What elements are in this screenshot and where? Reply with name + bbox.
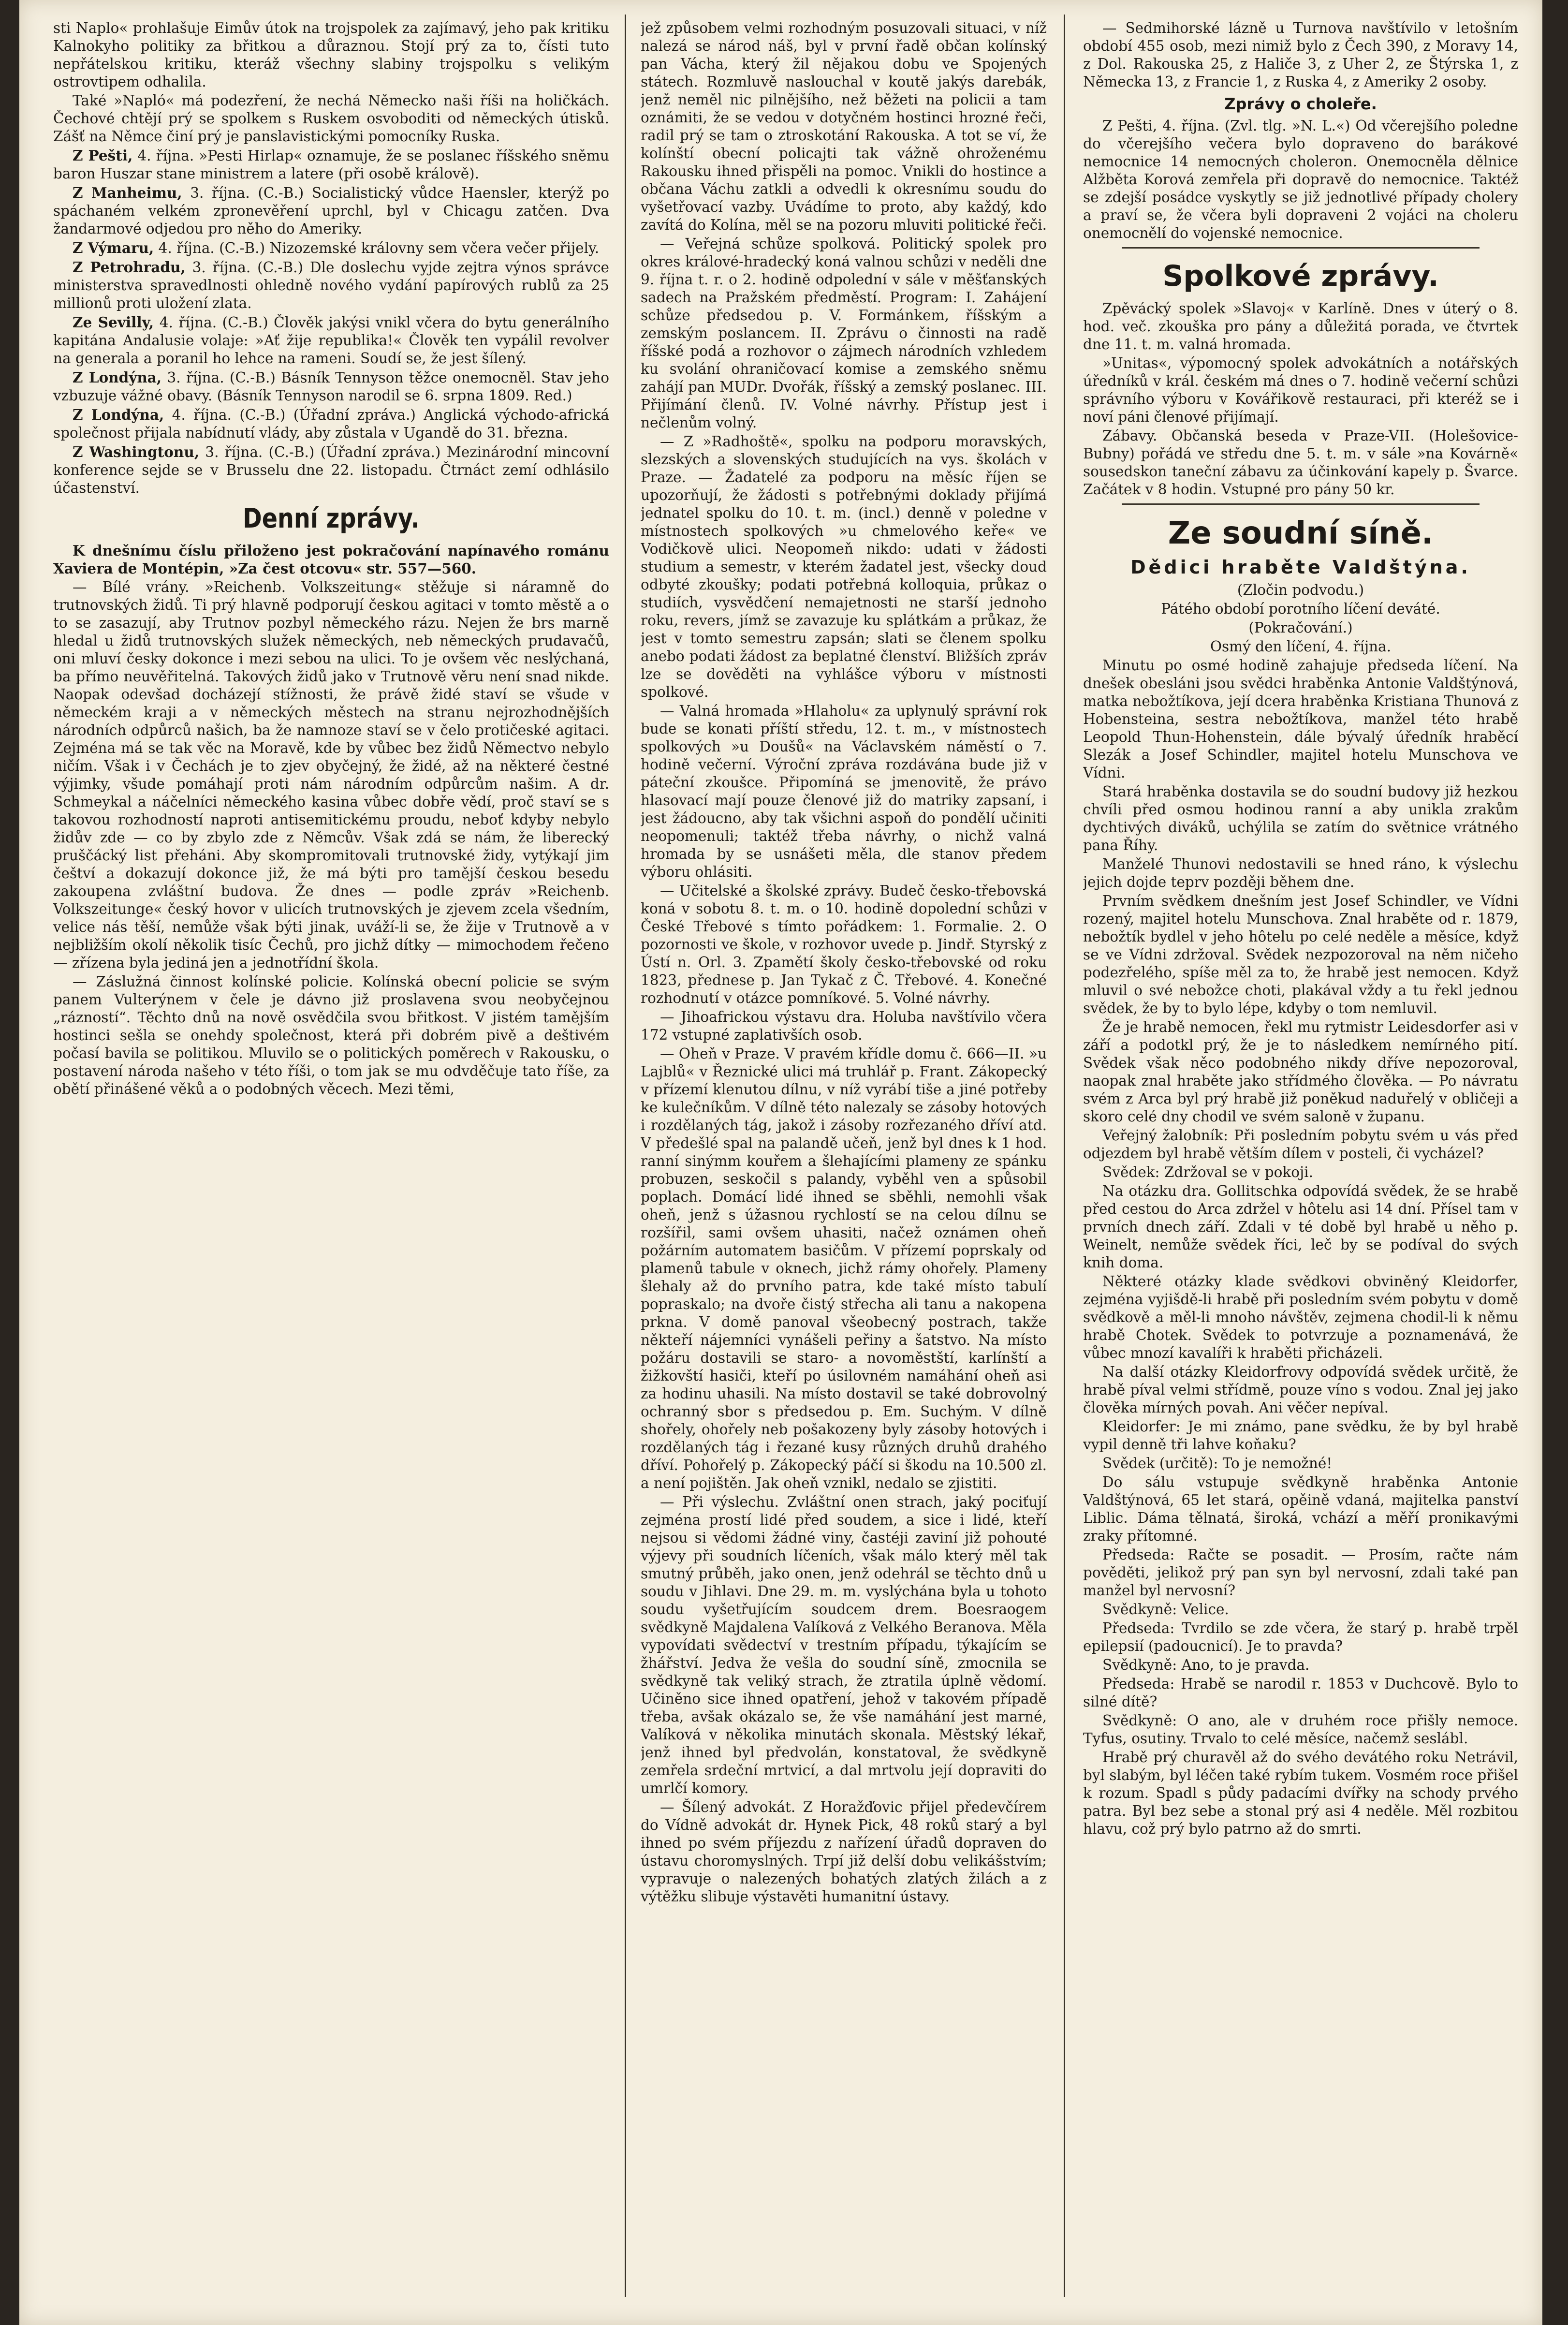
column-3	[1083, 19, 1518, 2292]
trial-session: Pátého období porotního líčení deváté.	[1161, 601, 1440, 617]
dateline: Z Washingtonu,	[73, 443, 200, 460]
section-heading-spolkove-zpravy: Spolkové zprávy.	[1162, 259, 1439, 293]
dialogue-line: Předseda: Račte se posadit. — Prosím, račte nám pověděti, jelikož prý pan syn byl nervosní, zdali také pan manžel byl nervosní?	[1083, 1546, 1518, 1599]
dialogue-line: Svědek: Zdržoval se v pokoji.	[1102, 1164, 1313, 1180]
news-item	[53, 147, 609, 183]
article-paragraph: — Veřejná schůze spolková. Politický spolek pro okres králové-hradecký koná valnou schůzi v neděli dne 9. října t. r. o 2. hodině odpolední v sále v měšťanských sadech na Pražském předměstí. Program: I. Zahájení schůze předsedou p. V. Formánkem, říšským a zemským poslancem. II. Zprávu o činnosti na radě říšské podá a rozhovor o zájmech národních vzhledem ku svolání ohraničovací komise a zemského sněmu zahájí pan MUDr. Dvořák, říšský a zemský poslanec. III. Přijímání členů. IV. Volné návrhy. Přístup jest i nečlenům volný.	[641, 235, 1047, 431]
dialogue-line: Předseda: Tvrdilo se zde včera, že starý p. hrabě trpěl epilepsií (padoucnicí). Je to pravda?	[1083, 1620, 1518, 1654]
trial-continued: (Pokračování.)	[1248, 619, 1353, 636]
news-item	[53, 239, 609, 257]
newspaper-page	[19, 0, 1542, 2325]
dialogue-line: Svědkyně: O ano, ale v druhém roce přišly nemoce. Tyfus, osutiny. Trvalo to celé měsíce, načemž seslábl.	[1083, 1712, 1518, 1747]
article-paragraph: Prvním svědkem dnešním jest Josef Schindler, ve Vídni rozený, majitel hotelu Munschova. Znal hraběte od r. 1879, nebožtík bydlel v jeho hôtelu po celé neděle a měsíce, když se ve Vídni zdržoval. Svědek nezpozoroval na něm ničeho podezřelého, spíše měl za to, že hrabě jest nemocen. Když mluvil o své nebožce choti, plakával vždy a tu řekl jednou svědek, že by to bylo lépe, kdyby o tom nemluvil.	[1083, 893, 1518, 1016]
dialogue-line: Svědek (určitě): To je nemožné!	[1102, 1455, 1333, 1472]
article-paragraph: — Šílený advokát. Z Horažďovic přijel předevčírem do Vídně advokát dr. Hynek Pick, 48 roků starý a byl ihned po svém příjezdu z nařízení úřadů dopraven do ústavu choromyslných. Trpí již delší dobu velikášstvím; vypravuje o nalezených bohatých zlatých žilách a z výtěžku slibuje výstavěti humanitní ústavy.	[641, 1799, 1047, 1905]
dateline: Z Petrohradu,	[73, 259, 186, 276]
article-paragraph: — Sedmihorské lázně u Turnova navštívilo v letošním období 455 osob, mezi nimiž bylo z Čech 390, z Moravy 14, z Dol. Rakouska 25, z Haliče 3, z Uher 2, ze Štýrska 1, z Německa 13, z Francie 1, z Ruska 4, z Ameriky 2 osoby.	[1083, 20, 1518, 90]
article-paragraph: Na otázku dra. Gollitschka odpovídá svědek, že se hrabě před cestou do Arca zdržel v hôtelu asi 14 dní. Přísel tam v prvních dnech září. Zdali v té době byl hrabě u něho p. Weinelt, nemůže svědek říci, leč by se podíval do svých knih doma.	[1083, 1183, 1518, 1271]
article-paragraph: Minutu po osmé hodině zahajuje předseda líčení. Na dnešek obesláni jsou svědci hraběnka Antonie Valdštýnová, matka nebožtíkova, její dcera hraběnka Kristiana Thunová z Hobensteina, sestra nebožtíkova, manžel této hrabě Leopold Thun-Hohenstein, dále bývalý úředník hraběcí Slezák a Josef Schindler, majitel hotelu Munschova ve Vídni.	[1083, 657, 1518, 781]
article-paragraph: sti Naplo« prohlašuje Eimův útok na trojspolek za zajímavý, jeho pak kritiku Kalnokyho politiky za břitkou a důraznou. Stojí prý za to, čísti tuto nepřátelskou kritiku, kteráž všechny slabiny trojspolku s velikým ostrovtipem odhalila.	[53, 20, 609, 90]
column-2	[641, 19, 1047, 2292]
article-paragraph: Zábavy. Občanská beseda v Praze-VII. (Holešovice-Bubny) pořádá ve středu dne 5. t. m. v sále »na Kovárně« sousedskon taneční zábavu za účinkování kapely p. Švarce. Začátek v 8 hodin. Vstupné pro pány 50 kr.	[1083, 427, 1518, 498]
news-text: 3. října. (C.-B.) Dle doslechu vyjde zejtra výnos správce ministerstva spravedlnosti ohledně nového vydání papírových rublů za 25 millionů proti uložení zlata.	[53, 259, 609, 311]
article-paragraph: — Při výslechu. Zvláštní onen strach, jaký pociťují zejména prostí lidé před soudem, a sice i lidé, kteří nejsou si vědomi žádné viny, častéji zaviní již pohouté výjevy při soudních líčeních, však málo který měl tak smutný průběh, jako onen, jenž odehrál se těchto dnů u soudu v Jihlavi. Dne 29. m. m. vyslýchána byla u tohoto soudu vyšetřujícím soudcem drem. Boesraogem svědkyně Majdalena Valíková z Velkého Beranova. Měla vypovídati svědectví v trestním případu, týkajícím se žhářství. Jedva že vešla do soudní síně, zmocnila se svědkyně tak veliký strach, že ztratila úplně vědomí. Učiněno sice ihned opatření, jehož v takovém případě třeba, avšak okázalo se, že vše namáhání jest marné, Valíková v několika minutách skonala. Městský lékař, jenž ihned byl předvolán, konstatoval, že svědkyně zemřela srdeční mrtvicí, a dal mrtvolu její dopraviti do umrlčí komory.	[641, 1494, 1047, 1796]
news-item	[53, 368, 609, 405]
dateline: Z Výmaru,	[73, 239, 154, 256]
dialogue-line: Předseda: Hrabě se narodil r. 1853 v Duchcově. Bylo to silné dítě?	[1083, 1676, 1518, 1710]
news-item	[53, 184, 609, 238]
article-paragraph: — Z »Radhoště«, spolku na podporu moravských, slezských a slovenských studujících na vys. školách v Praze. — Žadatelé za podporu na měsíc říjen se upozorňují, že žádosti s potřebnými doklady přijímá jednatel spolku do 10. t. m. (incl.) denně v poledne v místnostech spolkových »u chmelového keře« ve Vodičkově ulici. Neopomeň nikdo: udati v žádosti studium a semestr, v kterém žadatel jest, všecky doud odbyté zkoušky; podati potřebná kolloquia, průkaz o studiích, vysvědčení nemajetnosti ne starší jednoho roku, revers, jímž se zavazuje ku splátkám a průkaz, že jest v tomto semestru zapsán; slati se členem spolku anebo podati žádost za beplatné členství. Bližších zpráv lze se dověděti na vyhlášce výboru v místnosti spolkové.	[641, 433, 1047, 700]
article-paragraph: Hrabě prý churavěl až do svého devátého roku Netrávil, byl slabým, byl léčen také rybím tukem. Vosmém roce přišel k rozum. Spadl s půdy padacími dvířky na schody prvého patra. Byl bez sebe a stonal prý asi 4 neděle. Měl rozbitou hlavu, což prý bylo patrno až do smrti.	[1083, 1749, 1518, 1837]
article-paragraph: Stará hraběnka dostavila se do soudní budovy již hezkou chvíli před osmou hodinou ranní a aby unikla zrakům dychtivých diváků, uchýlila se zatím do světnice vrátného pana Říhy.	[1083, 783, 1518, 853]
dateline: Z Londýna,	[73, 406, 164, 423]
supplement-notice: K dnešnímu číslu přiloženo jest pokračování napínavého románu Xaviera de Montépin, »Za čest otcovu« str. 557—560.	[53, 542, 609, 577]
article-paragraph: Některé otázky klade svědkovi obviněný Kleidorfer, zejména vyjišdě-li hrabě při posledním svém pobytu v domě svědkově a měl-li mnoho návštěv, zejmena chodil-li k němu hrabě Chotek. Svědek to potvrzuje a poznamenává, že vůbec mnozí kavalíři k hraběti přicházeli.	[1083, 1273, 1518, 1361]
column-rule-1	[625, 15, 626, 2297]
trial-day: Osmý den líčení, 4. října.	[1210, 638, 1392, 655]
article-paragraph: Z Pešti, 4. října. (Zvl. tlg. »N. L.«) Od včerejšího poledne do včerejšího večera bylo dopraveno do barákové nemocnice 14 nemocných choleron. Onemocněla dělnice Alžběta Korová zemřela při dopravě do nemocnice. Taktéž se zdejší posádce vyskytly se již jednotlivé případy cholery a praví se, že včera byli dopraveni 2 vojáci na choleru onemocnělí do vojenské nemocnice.	[1083, 118, 1518, 241]
subheading-cholera: Zprávy o choleře.	[1224, 95, 1377, 113]
article-paragraph: »Unitas«, výpomocný spolek advokátních a notářských úředníků v král. českém má dnes o 7. hodině večerní schůzi správního výboru v Kovářikově restauraci, při kteréž se i noví páni členové přijímají.	[1083, 355, 1518, 425]
article-paragraph: — Učitelské a školské zprávy. Budeč česko-třebovská koná v sobotu 8. t. m. o 10. hodině dopolední schůzi v České Třebové s tímto pořádkem: 1. Formalie. 2. O pozornosti ve škole, v rozhovor uvede p. Jindř. Styrský z Ústí n. Orl. 3. Zpamětí školy česko-třebovské od roku 1823, přednese p. Jan Tykač z Č. Třebové. 4. Konečné rozhodnutí v otázce pomníkové. 5. Volné návrhy.	[641, 883, 1047, 1006]
news-text: 4. října. (C.-B.) Člověk jakýsi vnikl včera do bytu generálního kapitána Andalusie volaje: »Ať žije republika!« Člověk ten vypálil revolver na generala a poranil ho lehce na rameni. Soudí se, že jest šílený.	[53, 314, 609, 367]
news-text: 3. října. (C.-B.) Básník Tennyson těžce onemocněl. Stav jeho vzbuzuje vážné obavy. (Básník Tennyson narodil se 6. srpna 1809. Red.)	[53, 369, 609, 404]
dateline: Z Manheimu,	[73, 184, 182, 201]
article-paragraph: — Valná hromada »Hlaholu« za uplynulý správní rok bude se konati příští středu, 12. t. m., v místnostech spolkových »u Doušů« na Václavském náměstí o 7. hodině večerní. Výroční zpráva rozdávána bude již v páteční zkoušce. Připomíná se jmenovitě, že právo hlasovací mají pouze členové již do matriky zapsaní, i jest žádoucno, aby tak všichni aspoň do pondělí učiniti neopomenuli; taktéž třeba návrhy, o nichž valná hromada by se usnášeti měla, dle stanov předem výboru ohlásiti.	[641, 703, 1047, 880]
dialogue-line: Svědkyně: Ano, to je pravda.	[1102, 1657, 1310, 1673]
news-text: 3. října. (C.-B.) Socialistický vůdce Haensler, kterýž po spáchaném velkém zpronevěření uprchl, byl v Chicagu zatčen. Dva žandarmové odjedou pro něho do Ameriky.	[53, 185, 609, 237]
divider	[1122, 247, 1480, 249]
article-paragraph: — Záslužná činnost kolínské policie. Kolínská obecní policie se svým panem Vulterýnem v čele je dávno již proslavena svou neobyčejnou „rázností“. Těchto dnů na nově osvědčila svou břitkost. V jistém tamějším hostinci sešla se onehdy společnost, která při dobrém pivě a deštivém počasí bavila se politikou. Mluvilo se o politických poměrech v Rakousku, o postavení národa našeho v této říši, o tom jak se mu odvděčuje tato říše, za obětí přinášené věků a o podobných věcech. Mezi těmi,	[53, 973, 609, 1097]
dateline: Ze Sevilly,	[73, 314, 154, 331]
article-paragraph: jež způsobem velmi rozhodným posuzovali situaci, v níž nalezá se národ náš, byl v první řadě občan kolínský pan Vácha, který žil nějakou dobu ve Spojených státech. Rozmluvě naslouchal v koutě jakýs darebák, jenž neměl nic pilnějšího, než běžeti na policii a tam oznámiti, že se vedou v dotyčném hostinci hrozné řeči, radil prý se tam o ztroskotání Rakouska. A tot se ví, že kolínští obecní policajti tak vážně ohroženému Rakousku ihned přispěli na pomoc. Vnikli do hostince a občana Váchu zatkli a odvedli k okresnímu soudu do vyšetřovací vazby. Uvádíme to proto, aby každý, kdo zavítá do Kolína, měl se na pozoru mluviti politické řeči.	[641, 20, 1047, 233]
news-text: 4. října. (C.-B.) (Úřadní zpráva.) Anglická východo-africká společnost přijala nabídnutí vlády, aby zůstala v Ugandě do 31. března.	[53, 407, 609, 441]
dialogue-line: Svědkyně: Velice.	[1102, 1601, 1229, 1618]
article-paragraph: Také »Napló« má podezření, že nechá Německo naši říši na holičkách. Čechové chtějí prý se spolkem s Ruskem osvoboditi od německých útisků. Zášť na Němce činí prý je panslavistickými pomocníky Ruska.	[53, 92, 609, 145]
article-paragraph: Manželé Thunovi nedostavili se hned ráno, k výslechu jejich dojde teprv později během dne.	[1083, 856, 1518, 890]
article-paragraph: — Jihoafrickou výstavu dra. Holuba navštívilo včera 172 vstupné zaplativších osob.	[641, 1009, 1047, 1043]
divider	[1122, 503, 1480, 505]
article-paragraph: Zpěvácký spolek »Slavoj« v Karlíně. Dnes v úterý o 8. hod. več. zkouška pro pány a důležitá porada, ve čtvrtek dne 11. t. m. valná hromada.	[1083, 300, 1518, 353]
news-text: 4. října. (C.-B.) Nizozemské královny sem včera večer přijely.	[154, 240, 600, 256]
news-text: 3. října. (C.-B.) (Úřadní zpráva.) Mezinárodní mincovní konference sejde se v Brusselu dne 22. listopadu. Čtrnáct zemí odhlásilo účastenství.	[53, 444, 609, 496]
dialogue-line: Kleidorfer: Je mi známo, pane svědku, že by byl hrabě vypil denně tři lahve koňaku?	[1083, 1418, 1518, 1453]
article-paragraph: — Bílé vrány. »Reichenb. Volkszeitung« stěžuje si náramně do trutnovských židů. Ti prý hlavně podporují českou agitaci v tomto městě a o to se zasazují, aby Trutnov pozbyl německého rázu. Nejen že brs marně hledal u židů trutnovských služek německých, neb německých prudavačů, oni mluví česky dokonce i mezi sebou na ulici. To je ovšem věc neslýchaná, ba přímo neuvěřitelná. Takových židů jako v Trutnově věru není snad nikde. Naopak odevšad docházejí stížnosti, že právě židé staví se všude v německém kraji a v německých městech na stranu nejrozhodnějších národních odpůrců našich, ba že namnoze staví se v čelo protičeské agitaci. Zejména má se tak věc na Moravě, kde by vůbec bez židů Němectvo nebylo ničím. Však i v Čechách je to zjev obyčejný, že židé, až na některé čestné výjimky, všude pomáhají proti nám národním odpůrcům našim. A dr. Schmeykal a náčelníci německého kasina vůbec dobře vědí, proč staví se s takovou rozhodností naproti antisemitickému proudu, neboť kdyby nebylo židův zde — co by zbylo zde z Němcův. Však zdá se nám, že liberecký pruščácký list přeháni. Aby skompromitovali trutnovské židy, vytýkají jim češtví a dokazují dokonce již, že má býti pro tamější českou besedu zakoupena zvláštní budova. Že dnes — podle zpráv »Reichenb. Volkszeitunge« český hovor v ulicích trutnovských je zjevem zcela všedním, velice nás těší, nemůže však býti jinak, uváží-li se, že žije v Trutnově a v nejbližším okolí několik tisíc Čechů, pro jichž dítky — mimochodem řečeno — zřízena byla jediná jen a jednotřídní škola.	[53, 579, 609, 971]
dialogue-line: Veřejný žalobník: Při posledním pobytu svém u vás před odjezdem byl hrabě větším dílem v posteli, či vycházel?	[1083, 1127, 1518, 1162]
trial-subtitle: (Zločin podvodu.)	[1237, 582, 1364, 598]
news-item	[53, 313, 609, 368]
article-paragraph: Do sálu vstupuje svědkyně hraběnka Antonie Valdštýnová, 65 let stará, opěině vdaná, majitelka panství Liblic. Dáma tělnatá, široká, vchází a měří pronikavými zraky přítomné.	[1083, 1474, 1518, 1544]
article-paragraph: — Oheň v Praze. V pravém křídle domu č. 666—II. »u Lajblů« v Řeznické ulici má truhlář p. Frant. Zákopecký v přízemí klenutou dílnu, v níž vyrábí tiše a jiné potřeby ke kulečníkům. V dílně této nalezaly se zásoby hotových i rozdělaných tág, jakož i zásoby rozřezaného dříví atd. V předešlé spal na palandě učeň, jenž byl dnes k 1 hod. ranní sinýmm kouřem a šlehajícími plameny ze spánku probuzen, seskočil s palandy, vyběhl ven a spůsobil poplach. Domácí lidé ihned se sběhli, nemohli však oheň, jenž s úžasnou rychlostí se na celou dílnu se rozšířil, sami ovšem uhasiti, načež oznámen oheň požárním automatem basičům. V přízemí poprskaly od plamenů tabule v oknech, jichž rámy ohořely. Plameny šlehaly až do prvního patra, kde také místo tabulí popraskalo; na dvoře čistý střecha ali tanu a nakopena prkna. V domě panoval všeobecný postrach, takže někteří nájemníci vynášeli peřiny a šatstvo. Na místo požáru dostavili se staro- a novoměstští, karlínští a žižkovští hasiči, kteří po úsilovném namáhání oheň asi za hodinu uhasili. Na místo dostavil se také dobrovolný ochranný sbor s předsedou p. Em. Suchým. V dílně shořely, ohořely neb pošakozeny byly zásoby hotových i rozdělaných tág i řezané kusy různých druhů drahého dříví. Pohořelý p. Zákopecký páčí si škodu na 10.500 zl. a není pojištěn. Jak oheň vznikl, nedalo se zjistiti.	[641, 1045, 1047, 1491]
dateline: Z Pešti,	[73, 147, 133, 164]
news-item	[53, 258, 609, 312]
news-item	[53, 443, 609, 497]
column-1	[53, 19, 609, 2292]
trial-title: Dědici hraběte Valdštýna.	[1130, 557, 1471, 578]
article-paragraph: Že je hrabě nemocen, řekl mu rytmistr Leidesdorfer asi v září a podotkl prý, že je to následkem nemírného pití. Svědek však něco podobného nikdy dříve nepozoroval, naopak znal hraběte jako střídmého člověka. — Po návratu svém z Arca byl prý hrabě již poněkud naduřelý v obličeji a skoro celé dny chodil ve svém saloně v županu.	[1083, 1019, 1518, 1125]
news-item	[53, 406, 609, 442]
section-heading-denni-zpravy: Denní zprávy.	[243, 503, 420, 534]
column-rule-2	[1064, 15, 1065, 2297]
news-text: 4. října. »Pesti Hirlap« oznamuje, že se poslanec říšského sněmu baron Huszar stane ministrem a latere (při osobě králově).	[53, 147, 609, 182]
dateline: Z Londýna,	[73, 369, 162, 386]
article-paragraph: Na další otázky Kleidorfrovy odpovídá svědek určitě, že hrabě píval velmi střídmě, pouze víno s vodou. Znal jej jako člověka mírných povah. Ani věčer nepíval.	[1083, 1364, 1518, 1416]
section-heading-ze-soudni-sine: Ze soudní síně.	[1168, 515, 1434, 551]
